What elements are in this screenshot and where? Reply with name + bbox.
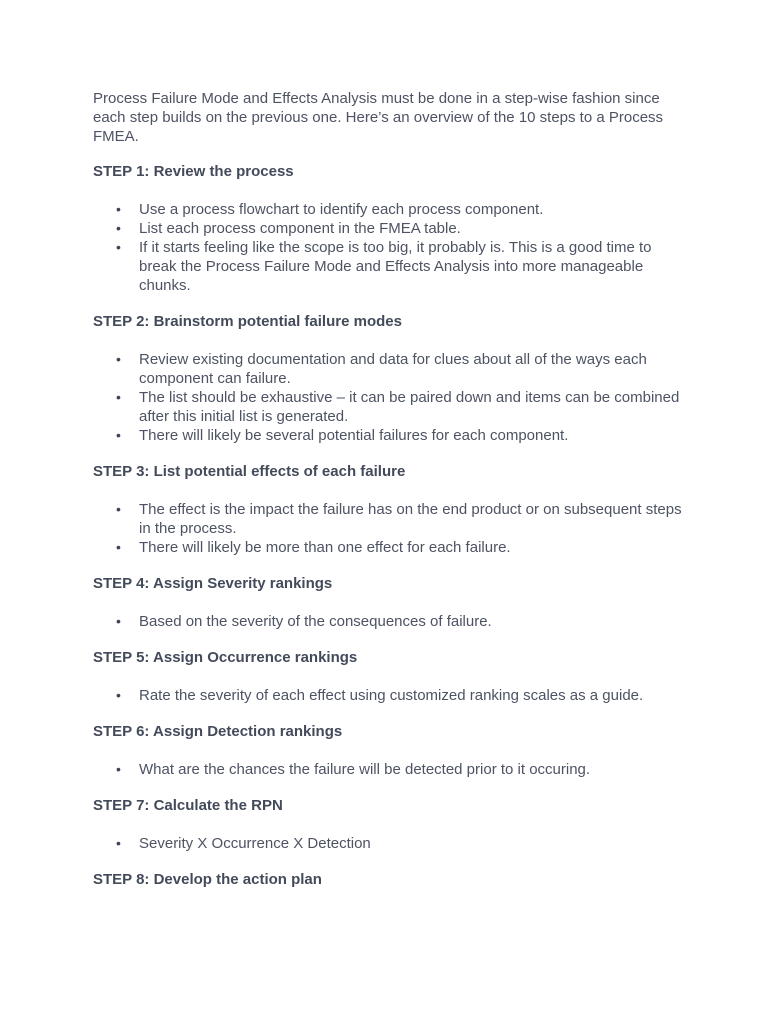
bullet-text: Use a process flowchart to identify each process component. xyxy=(139,201,544,218)
step-7-bullet-list xyxy=(93,834,693,853)
bullet-dot-icon: • xyxy=(116,687,121,703)
bullet-item xyxy=(93,238,693,295)
step-7-heading: STEP 7: Calculate the RPN xyxy=(93,797,283,814)
bullet-text: Rate the severity of each effect using customized ranking scales as a guide. xyxy=(139,687,644,704)
bullet-text: Based on the severity of the consequences of failure. xyxy=(139,613,492,630)
bullet-dot-icon: • xyxy=(116,835,121,851)
bullet-item xyxy=(93,426,693,445)
step-1-heading: STEP 1: Review the process xyxy=(93,163,294,180)
step-8-heading: STEP 8: Develop the action plan xyxy=(93,871,322,888)
bullet-text: The list should be exhaustive – it can be paired down and items can be combined after this initial list is generated. xyxy=(139,389,680,425)
bullet-item xyxy=(93,686,693,705)
step-6-heading: STEP 6: Assign Detection rankings xyxy=(93,723,343,740)
bullet-text: Severity X Occurrence X Detection xyxy=(139,835,371,852)
document-page xyxy=(93,89,693,889)
step-8-section xyxy=(93,870,693,889)
bullet-text: List each process component in the FMEA table. xyxy=(139,220,461,237)
bullet-dot-icon: • xyxy=(116,351,121,367)
bullet-dot-icon: • xyxy=(116,613,121,629)
bullet-item xyxy=(93,200,693,219)
bullet-item xyxy=(93,538,693,557)
step-2-section xyxy=(93,312,693,445)
step-4-section xyxy=(93,574,693,631)
step-5-section xyxy=(93,648,693,705)
bullet-text: Review existing documentation and data for clues about all of the ways each component can failure. xyxy=(139,351,647,387)
bullet-item xyxy=(93,612,693,631)
bullet-text: There will likely be more than one effect for each failure. xyxy=(139,539,511,556)
step-7-section xyxy=(93,796,693,853)
step-3-bullet-list xyxy=(93,500,693,557)
bullet-dot-icon: • xyxy=(116,427,121,443)
step-5-bullet-list xyxy=(93,686,693,705)
bullet-text: The effect is the impact the failure has on the end product or on subsequent steps in the process. xyxy=(139,501,682,537)
step-3-section xyxy=(93,462,693,557)
bullet-dot-icon: • xyxy=(116,761,121,777)
step-4-bullet-list xyxy=(93,612,693,631)
step-6-bullet-list xyxy=(93,760,693,779)
bullet-text: If it starts feeling like the scope is too big, it probably is. This is a good time to break the Process Failure Mode and Effects Analysis into more manageable chunks. xyxy=(139,239,652,294)
bullet-item xyxy=(93,500,693,538)
step-4-heading: STEP 4: Assign Severity rankings xyxy=(93,575,333,592)
bullet-text: What are the chances the failure will be detected prior to it occuring. xyxy=(139,761,591,778)
bullet-dot-icon: • xyxy=(116,501,121,517)
bullet-dot-icon: • xyxy=(116,539,121,555)
bullet-dot-icon: • xyxy=(116,389,121,405)
step-1-bullet-list xyxy=(93,200,693,295)
bullet-item xyxy=(93,760,693,779)
bullet-text: There will likely be several potential failures for each component. xyxy=(139,427,569,444)
bullet-dot-icon: • xyxy=(116,201,121,217)
bullet-dot-icon: • xyxy=(116,220,121,236)
step-2-heading: STEP 2: Brainstorm potential failure modes xyxy=(93,313,402,330)
bullet-dot-icon: • xyxy=(116,239,121,255)
intro-paragraph: Process Failure Mode and Effects Analysis must be done in a step-wise fashion since each step builds on the previous one. Here’s an overview of the 10 steps to a Process FMEA. xyxy=(93,90,664,145)
step-1-section xyxy=(93,162,693,295)
bullet-item xyxy=(93,350,693,388)
step-6-section xyxy=(93,722,693,779)
step-2-bullet-list xyxy=(93,350,693,445)
bullet-item xyxy=(93,219,693,238)
step-3-heading: STEP 3: List potential effects of each failure xyxy=(93,463,406,480)
bullet-item xyxy=(93,388,693,426)
bullet-item xyxy=(93,834,693,853)
step-5-heading: STEP 5: Assign Occurrence rankings xyxy=(93,649,358,666)
